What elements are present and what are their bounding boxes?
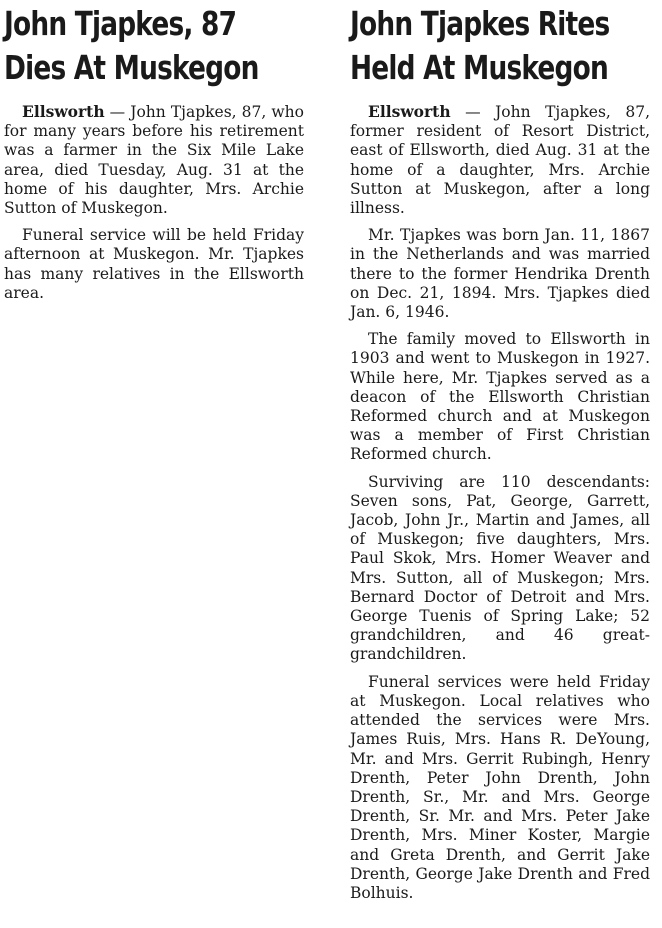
article-paragraph: Surviving are 110 descendants: Seven sons, Pat, George, Garrett, Jacob, John Jr., Martin and James, all of Muskegon; five daughters, Mrs. Paul Skok, Mrs. Homer Weaver and Mrs. Sutton, all of Muskegon; Mrs. Bernard Doctor of Detroit and Mrs. George Tuenis of Spring Lake; 52 grandchildren, and 46 great-grandchildren. — [350, 472, 650, 664]
headline-line: Dies At Muskegon — [4, 48, 259, 87]
paragraph-text: — John Tjapkes, 87, who for many years before his retirement was a farmer in the Six Mile Lake area, died Tuesday, Aug. 31 at the home of his daughter, Mrs. Archie Sutton of Muskegon. — [4, 103, 304, 218]
obituary-right-column — [350, 0, 650, 911]
paragraph-text: — John Tjapkes, 87, former resident of Resort District, east of Ellsworth, died Aug. 31 at the home of a daughter, Mrs. Archie Sutton at Muskegon, after a long illness. — [350, 103, 650, 218]
article-paragraph: The family moved to Ellsworth in 1903 and went to Muskegon in 1927. While here, Mr. Tjapkes served as a deacon of the Ellsworth Christian Reformed church and at Muskegon was a member of First Christian Reformed church. — [350, 330, 650, 464]
headline-line: John Tjapkes, 87 — [4, 4, 237, 43]
dateline: Ellsworth — [368, 102, 451, 121]
article-paragraph: Funeral services were held Friday at Muskegon. Local relatives who attended the services were Mrs. James Ruis, Mrs. Hans R. DeYoung, Mr. and Mrs. Gerrit Rubingh, Henry Drenth, Peter John Drenth, John Drenth, Sr., Mr. and Mrs. George Drenth, Sr. Mr. and Mrs. Peter Jake Drenth, Mrs. Miner Koster, Margie and Greta Drenth, and Gerrit Jake Drenth, George Jake Drenth and Fred Bolhuis. — [350, 672, 650, 902]
headline-line: Held At Muskegon — [350, 48, 608, 87]
article-paragraph: Mr. Tjapkes was born Jan. 11, 1867 in the Netherlands and was married there to the former Hendrika Drenth on Dec. 21, 1894. Mrs. Tjapkes died Jan. 6, 1946. — [350, 226, 650, 322]
article-paragraph — [4, 102, 304, 218]
headline-dies-at-muskegon — [4, 2, 259, 90]
article-paragraph: Funeral service will be held Friday afternoon at Muskegon. Mr. Tjapkes has many relatives in the Ellsworth area. — [4, 226, 304, 302]
article-paragraph — [350, 102, 650, 218]
headline-line: John Tjapkes Rites — [350, 4, 610, 43]
headline-rites-held — [350, 2, 610, 90]
dateline: Ellsworth — [22, 102, 105, 121]
obituary-left-column — [4, 0, 304, 311]
